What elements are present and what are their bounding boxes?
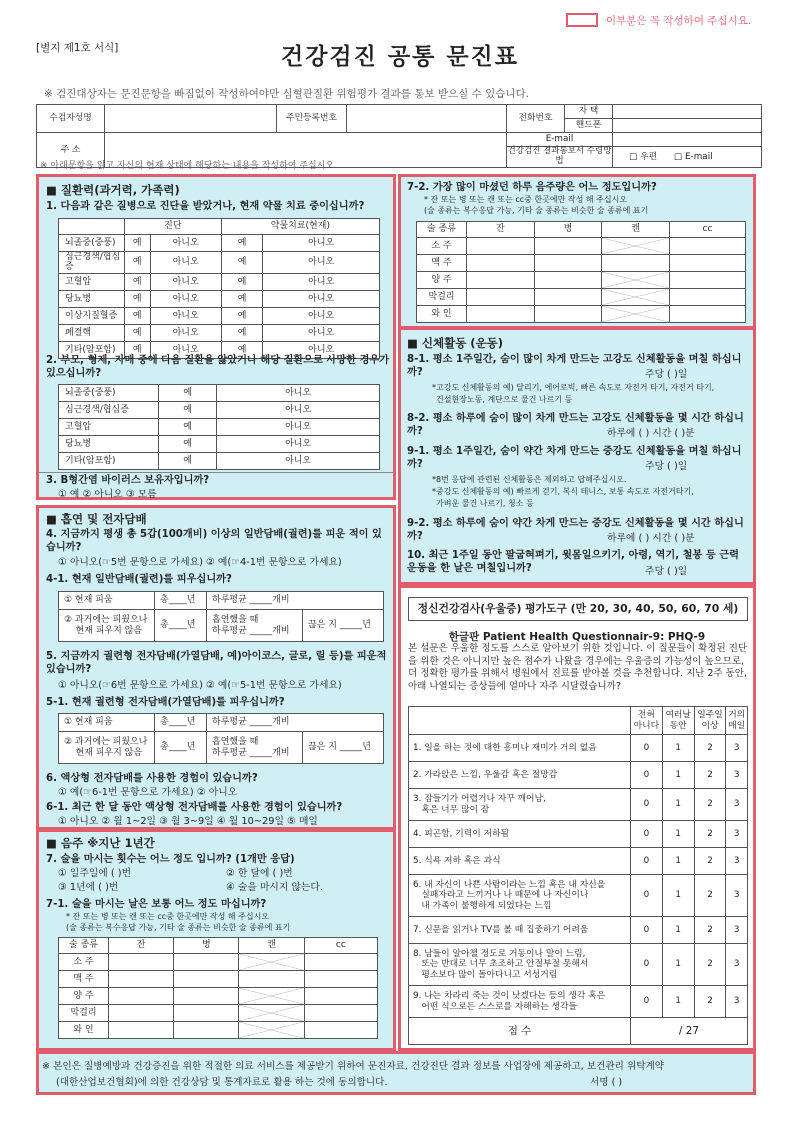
q7-option-3[interactable]: ③ 1년에 ( )번	[58, 882, 119, 893]
yes-option[interactable]: 예	[221, 235, 263, 252]
yes-option[interactable]: 예	[125, 307, 151, 324]
glass-cell[interactable]	[109, 971, 174, 988]
score-3[interactable]: 3	[726, 917, 748, 944]
col-cc: cc	[669, 222, 745, 238]
yes-option[interactable]: 예	[159, 419, 217, 436]
col-kind: 술 종류	[59, 938, 109, 954]
phq-item: 3. 잠들기가 어렵거나 자꾸 깨어남, 혹은 너무 많이 잠	[409, 789, 631, 821]
row-label: 심근경색/협심증	[59, 402, 159, 419]
bottle-cell[interactable]	[534, 289, 602, 306]
col-cc: cc	[304, 938, 377, 954]
no-option[interactable]: 아니오	[217, 436, 380, 453]
col-glass: 잔	[109, 938, 174, 954]
yes-option[interactable]: 예	[159, 402, 217, 419]
score-1[interactable]: 1	[662, 986, 694, 1018]
phq-item: 7. 신문을 읽거나 TV를 볼 때 집중하기 어려움	[409, 917, 631, 944]
yes-option[interactable]: 예	[125, 324, 151, 341]
no-option[interactable]: 아니오	[217, 453, 380, 470]
notice-marker	[566, 13, 598, 27]
current-option[interactable]: ① 현재 피움	[59, 592, 155, 610]
current-option[interactable]: ① 현재 피움	[59, 714, 155, 732]
col-glass: 잔	[467, 222, 535, 238]
question-2: 2. 부모, 형제, 자매 중에 다음 질환을 앓았거나 해당 질환으로 사망한 경우가 있으십니까?	[46, 355, 390, 380]
score-3[interactable]: 3	[726, 875, 748, 917]
question-7-1: 7-1. 술을 마시는 날은 보통 어느 정도 마십니까?	[46, 899, 267, 910]
table-row	[409, 821, 748, 848]
crossed-cell	[602, 272, 670, 289]
kind-label: 막걸리	[417, 289, 467, 306]
score-2[interactable]: 2	[694, 944, 726, 986]
home-phone-field[interactable]	[613, 105, 762, 119]
cc-cell[interactable]	[304, 971, 377, 988]
score-0[interactable]: 0	[631, 789, 663, 821]
kind-label: 막걸리	[59, 1005, 109, 1022]
row-label: 당뇨병	[59, 436, 159, 453]
phq9-table	[408, 706, 748, 1045]
score-2[interactable]: 2	[694, 762, 726, 789]
row-label: 심근경색/협심증	[59, 252, 125, 274]
drinking-heading: ■ 음주 ※지난 1년간	[46, 836, 155, 850]
yes-option[interactable]: 예	[159, 436, 217, 453]
table-row	[409, 789, 748, 821]
cc-cell[interactable]	[669, 289, 745, 306]
score-3[interactable]: 3	[726, 848, 748, 875]
table-row	[59, 290, 380, 307]
yes-option[interactable]: 예	[221, 273, 263, 290]
q7-1-note-1: * 잔 또는 병 또는 캔 또는 cc중 한곳에만 작성 해 주십시오	[66, 912, 270, 921]
q7-option-2[interactable]: ② 한 달에 ( )번	[226, 868, 293, 879]
phq-item: 9. 나는 차라리 죽는 것이 낫겠다는 등의 생각 혹은 어떤 식으로든 스스로를 자해하는 생각들	[409, 986, 631, 1018]
max-drink-table	[416, 221, 746, 323]
kind-label: 양 주	[417, 272, 467, 289]
yes-option[interactable]: 예	[125, 252, 151, 274]
table-row	[59, 273, 380, 290]
score-total-field[interactable]: / 27	[631, 1018, 748, 1045]
col-bottle: 병	[534, 222, 602, 238]
glass-cell[interactable]	[467, 272, 535, 289]
phone-label: 전화번호	[507, 105, 565, 133]
score-3[interactable]: 3	[726, 986, 748, 1018]
form-number: [별지 제1호 서식]	[36, 42, 119, 54]
table-row	[59, 954, 378, 971]
score-0[interactable]: 0	[631, 917, 663, 944]
no-option[interactable]: 아니오	[217, 402, 380, 419]
col-kind: 술 종류	[417, 222, 467, 238]
header-several-days: 여러날 동안	[662, 707, 694, 735]
no-option[interactable]: 아니오	[150, 273, 221, 290]
phq-item: 2. 가라앉은 느낌, 우울감 혹은 절망감	[409, 762, 631, 789]
question-6: 6. 액상형 전자담배를 사용한 경험이 있습니까?	[46, 773, 258, 784]
score-1[interactable]: 1	[662, 875, 694, 917]
glass-cell[interactable]	[109, 1022, 174, 1039]
result-method-label: 건강검진 결과통보서 수령방법	[507, 146, 612, 166]
bottle-cell[interactable]	[174, 1022, 239, 1039]
phq-item: 6. 내 자신이 나쁜 사람이라는 느낌 혹은 내 자신을 실패자라고 느끼거나 나 때문에 나 자신이나 내 가족이 불행하게 되었다는 느낌	[409, 875, 631, 917]
q9-2-hours-field[interactable]: 하루에 ( ) 시간 ( )분	[607, 533, 695, 544]
past-option-sub: 현재 피우지 않음	[75, 625, 143, 636]
score-0[interactable]: 0	[631, 762, 663, 789]
no-option[interactable]: 아니오	[150, 307, 221, 324]
yes-option[interactable]: 예	[221, 307, 263, 324]
years-field[interactable]: 총____년	[155, 610, 207, 642]
table-row	[59, 453, 380, 470]
no-option[interactable]: 아니오	[150, 252, 221, 274]
e-cig-table	[58, 713, 384, 764]
phq9-title-box: 정신건강검사(우울증) 평가도구 (만 20, 30, 40, 50, 60, 70 세)	[408, 597, 748, 621]
question-3: 3. B형간염 바이러스 보유자입니까?	[46, 475, 210, 486]
bottle-cell[interactable]	[534, 306, 602, 323]
cc-cell[interactable]	[669, 238, 745, 255]
score-2[interactable]: 2	[694, 735, 726, 762]
table-row	[417, 306, 746, 323]
daily-field[interactable]: 하루평균 _____개비	[207, 714, 384, 732]
question-9-1: 9-1. 평소 1주일간, 숨이 약간 차게 만드는 중강도 신체활동을 며칠 하십니까?	[407, 446, 742, 471]
question-7: 7. 술을 마시는 횟수는 어느 정도 입니까? (1개만 응답)	[46, 854, 295, 865]
row-label: 고혈압	[59, 273, 125, 290]
q7-2-note-1: * 잔 또는 병 또는 캔 또는 cc중 한곳에만 작성 해 주십시오	[424, 195, 628, 204]
score-0[interactable]: 0	[631, 986, 663, 1018]
q8-1-note-1: *고강도 신체활동의 예) 달리기, 에어로빅, 빠른 속도로 자전거 타기, 자전거 타기,	[432, 383, 715, 392]
crossed-cell	[239, 1022, 304, 1039]
bottle-cell[interactable]	[174, 954, 239, 971]
question-9-2: 9-2. 평소 하루에 숨이 약간 차게 만드는 중강도 신체활동을 몇 시간 하십니까?	[407, 518, 744, 543]
score-1[interactable]: 1	[662, 944, 694, 986]
score-2[interactable]: 2	[694, 789, 726, 821]
no-option[interactable]: 아니오	[263, 235, 380, 252]
phq-item: 1. 일을 하는 것에 대한 흥미나 재미가 거의 없음	[409, 735, 631, 762]
kind-label: 와 인	[417, 306, 467, 323]
row-label: 고혈압	[59, 419, 159, 436]
crossed-cell	[602, 306, 670, 323]
q8-1-days-field[interactable]: 주당 ( )일	[645, 369, 688, 380]
q7-2-note-2: (술 종류는 복수응답 가능, 기타 술 종류는 비슷한 술 종류에 표기	[424, 206, 649, 215]
table-row	[417, 272, 746, 289]
kind-label: 와 인	[59, 1022, 109, 1039]
q9-1-days-field[interactable]: 주당 ( )일	[645, 461, 688, 472]
question-6-options[interactable]: ① 예(☞6-1번 문항으로 가세요) ② 아니오	[58, 787, 238, 798]
consent-line-1: ※ 본인은 질병예방과 건강증진을 위한 적절한 의료 서비스를 제공받기 위하여 문진자료, 건강진단 결과 정보를 사업장에 제공하고, 보건관리 위탁계약	[42, 1061, 665, 1072]
crossed-cell	[602, 238, 670, 255]
col-medication: 약물치료(현재)	[221, 219, 379, 235]
bottle-cell[interactable]	[174, 988, 239, 1005]
cc-cell[interactable]	[304, 954, 377, 971]
table-row	[59, 1022, 378, 1039]
score-0[interactable]: 0	[631, 848, 663, 875]
table-row	[409, 875, 748, 917]
kind-label: 소 주	[59, 954, 109, 971]
score-2[interactable]: 2	[694, 821, 726, 848]
score-0[interactable]: 0	[631, 821, 663, 848]
table-row	[409, 762, 748, 789]
email-field[interactable]	[613, 133, 762, 147]
post-option[interactable]: □ 우편	[629, 151, 658, 162]
question-8-1: 8-1. 평소 1주일간, 숨이 많이 차게 만드는 고강도 신체활동을 며칠 하십니까?	[407, 354, 742, 379]
can-cell[interactable]	[602, 255, 670, 272]
no-option[interactable]: 아니오	[263, 273, 380, 290]
phq-item: 5. 식욕 저하 혹은 과식	[409, 848, 631, 875]
yes-option[interactable]: 예	[221, 290, 263, 307]
mobile-field[interactable]	[613, 119, 762, 133]
no-option[interactable]: 아니오	[150, 341, 221, 358]
question-6-1-options[interactable]: ① 아니오 ② 월 1~2일 ③ 월 3~9일 ④ 월 10~29일 ⑤ 매일	[58, 816, 318, 827]
q9-1-note-3: 가벼운 물건 나르기, 청소 등	[436, 499, 534, 508]
row-label: 기타(암포함)	[59, 341, 125, 358]
table-row	[59, 307, 380, 324]
crossed-cell	[239, 1005, 304, 1022]
question-3-options[interactable]: ① 예 ② 아니오 ③ 모름	[58, 489, 157, 500]
table-row	[59, 385, 380, 402]
question-4: 4. 지금까지 평생 총 5갑(100개비) 이상의 일반담배(궐련)를 피운 적이 있습니까?	[46, 529, 382, 554]
table-row	[59, 436, 380, 453]
kind-label: 맥 주	[59, 971, 109, 988]
family-history-table	[58, 384, 380, 470]
question-10: 10. 최근 1주일 동안 팔굽혀펴기, 윗몸일으키기, 아령, 역기, 철봉 등 근력 운동을 한 날은 며칠입니까?	[407, 550, 739, 575]
score-2[interactable]: 2	[694, 986, 726, 1018]
table-row	[59, 252, 380, 274]
disease-heading: ■ 질환력(과거력, 가족력)	[46, 183, 180, 197]
yes-option[interactable]: 예	[125, 235, 151, 252]
yes-option[interactable]: 예	[159, 385, 217, 402]
score-label: 점 수	[409, 1018, 631, 1045]
glass-cell[interactable]	[467, 238, 535, 255]
q7-option-1[interactable]: ① 일주일에 ( )번	[58, 868, 132, 879]
past-option-sub: 현재 피우지 않음	[75, 747, 143, 758]
score-1[interactable]: 1	[662, 848, 694, 875]
can-cell[interactable]	[239, 971, 304, 988]
score-3[interactable]: 3	[726, 821, 748, 848]
score-2[interactable]: 2	[694, 917, 726, 944]
name-label: 수검자성명	[37, 105, 105, 133]
glass-cell[interactable]	[467, 255, 535, 272]
row-label: 기타(암포함)	[59, 453, 159, 470]
past-option[interactable]: ② 과거에는 피웠으나	[64, 615, 148, 626]
q10-days-field[interactable]: 주당 ( )일	[645, 566, 688, 577]
address-label: 주 소	[37, 133, 105, 168]
question-5: 5. 지금까지 궐련형 전자담배(가열담배, 예)아이코스, 글로, 릴 등)를 피운적 있습니까?	[46, 651, 387, 676]
cc-cell[interactable]	[669, 306, 745, 323]
q8-1-note-2: 건설현장노동, 계단으로 물건 나르기 등	[436, 395, 573, 404]
score-2[interactable]: 2	[694, 875, 726, 917]
email-label: E-mail	[507, 133, 613, 147]
crossed-cell	[239, 988, 304, 1005]
phq-item: 4. 피곤함, 기력이 저하됨	[409, 821, 631, 848]
question-8-2: 8-2. 평소 하루에 숨이 많이 차게 만드는 고강도 신체활동을 몇 시간 하십니까?	[407, 413, 744, 438]
yes-option[interactable]: 예	[125, 273, 151, 290]
score-0[interactable]: 0	[631, 875, 663, 917]
table-row	[59, 324, 380, 341]
crossed-cell	[239, 954, 304, 971]
mobile-label: 핸드폰	[565, 119, 613, 133]
table-row	[417, 289, 746, 306]
question-5-options[interactable]: ① 아니오(☞6번 문항으로 가세요) ② 예(☞5-1번 문항으로 가세요)	[58, 680, 342, 691]
col-can: 캔	[602, 222, 670, 238]
score-1[interactable]: 1	[662, 789, 694, 821]
years-field[interactable]: 총____년	[155, 732, 207, 764]
cc-cell[interactable]	[304, 1005, 377, 1022]
bottle-cell[interactable]	[534, 238, 602, 255]
daily-field[interactable]: 하루평균 _____개비	[212, 747, 290, 758]
drink-amount-table	[58, 937, 378, 1039]
col-bottle: 병	[174, 938, 239, 954]
email-option[interactable]: □ E-mail	[673, 151, 713, 162]
years-field[interactable]: 총____년	[155, 592, 207, 610]
page-title: 건강검진 공통 문진표	[281, 44, 519, 70]
row-label: 뇌졸중(중풍)	[59, 235, 125, 252]
q1-q2-divider	[39, 472, 393, 473]
glass-cell[interactable]	[467, 306, 535, 323]
no-option[interactable]: 아니오	[150, 235, 221, 252]
instruction-text: ※ 아래문항을 읽고 자신의 현재 상태에 해당하는 내용을 작성하여 주십시오.	[40, 161, 337, 171]
no-option[interactable]: 아니오	[217, 419, 380, 436]
q9-1-note-2: *중강도 신체활동의 예) 빠르게 걷기, 복식 테니스, 보통 속도로 자전거타기,	[432, 487, 694, 496]
score-1[interactable]: 1	[662, 917, 694, 944]
no-option[interactable]: 아니오	[263, 341, 380, 358]
no-option[interactable]: 아니오	[217, 385, 380, 402]
q7-1-note-2: (술 종류는 복수응답 가능, 기타 술 종류는 비슷한 술 종류에 표기	[66, 923, 291, 932]
signature-field[interactable]: 서명 ( )	[590, 1077, 623, 1088]
question-6-1: 6-1. 최근 한 달 동안 액상형 전자담배를 사용한 경험이 있습니까?	[46, 802, 343, 813]
past-option[interactable]: ② 과거에는 피웠으나	[64, 737, 148, 748]
notice-text: 이부분은 꼭 작성하여 주십시요.	[606, 15, 752, 27]
row-label: 이상지질혈증	[59, 307, 125, 324]
question-7-2: 7-2. 가장 많이 마셨던 하루 음주량은 어느 정도입니까?	[407, 182, 657, 193]
cc-cell[interactable]	[304, 1022, 377, 1039]
table-row	[59, 235, 380, 252]
smoking-heading: ■ 흡연 및 전자담배	[46, 512, 147, 526]
no-option[interactable]: 아니오	[150, 290, 221, 307]
no-option[interactable]: 아니오	[263, 307, 380, 324]
when-smoked-label: 흡연했을 때	[212, 737, 259, 748]
question-4-1: 4-1. 현재 일반담배(궐련)를 피우십니까?	[46, 574, 232, 585]
question-1: 1. 다음과 같은 질병으로 진단을 받았거나, 현재 약물 치료 중이십니까?	[46, 201, 365, 212]
years-field[interactable]: 총____년	[155, 714, 207, 732]
yes-option[interactable]: 예	[125, 341, 151, 358]
name-field[interactable]	[105, 105, 277, 133]
smoking-table	[58, 591, 384, 642]
header-not-at-all: 전혀 아니다	[631, 707, 663, 735]
table-row	[59, 402, 380, 419]
no-option[interactable]: 아니오	[263, 324, 380, 341]
phq9-subtitle: 한글판 Patient Health Questionnair-9: PHQ-9	[448, 631, 706, 643]
phq9-description: 본 설문은 우울한 정도를 스스로 알아보기 위한 것입니다. 이 질문들이 확정된 진단을 위한 것은 아니지만 높은 점수가 나왔을 경우에는 우울증의 가능성이 높으므로, 더 정확한 평가를 위해서 병원에서 진료를 받아볼 것을 추천합니다. 지난 2주 동안, 아래 나열되는 증상들에 얼마나 자주 시달렸습니까?	[408, 643, 748, 692]
q8-2-hours-field[interactable]: 하루에 ( ) 시간 ( )분	[607, 428, 695, 439]
no-option[interactable]: 아니오	[263, 290, 380, 307]
glass-cell[interactable]	[109, 954, 174, 971]
table-row	[409, 917, 748, 944]
q9-1-note-1: *8번 응답에 관련된 신체활동은 제외하고 답해주십시오.	[432, 475, 627, 484]
kind-label: 양 주	[59, 988, 109, 1005]
row-label: 폐결핵	[59, 324, 125, 341]
bottle-cell[interactable]	[174, 971, 239, 988]
no-option[interactable]: 아니오	[263, 252, 380, 274]
table-row	[409, 848, 748, 875]
table-row	[417, 255, 746, 272]
table-row	[409, 944, 748, 986]
home-label: 자 택	[565, 105, 613, 119]
score-1[interactable]: 1	[662, 821, 694, 848]
yes-option[interactable]: 예	[221, 324, 263, 341]
score-0[interactable]: 0	[631, 735, 663, 762]
yes-option[interactable]: 예	[125, 290, 151, 307]
col-diagnosis: 진단	[125, 219, 222, 235]
activity-heading: ■ 신체활동 (운동)	[407, 336, 504, 350]
score-3[interactable]: 3	[726, 762, 748, 789]
table-row	[409, 735, 748, 762]
disease-table	[58, 218, 380, 359]
consent-line-2: (대한산업보건협회)에 의한 건강상담 및 통계자료로 활용 하는 것에 동의합니다.	[56, 1077, 388, 1088]
row-label: 당뇨병	[59, 290, 125, 307]
score-2[interactable]: 2	[694, 848, 726, 875]
kind-label: 소 주	[417, 238, 467, 255]
glass-cell[interactable]	[109, 1005, 174, 1022]
yes-option[interactable]: 예	[159, 453, 217, 470]
quit-field[interactable]: 끊은 지 _____년	[303, 732, 384, 764]
intro-text: ※ 검진대상자는 문진문항을 빠짐없이 작성하여야만 심혈관질환 위험평가 결과를 통보 받으실 수 있습니다.	[44, 88, 529, 100]
score-3[interactable]: 3	[726, 944, 748, 986]
glass-cell[interactable]	[109, 988, 174, 1005]
phq-item: 8. 남들이 알아챌 정도로 거동이나 말이 느림, 또는 반대로 너무 초조하고 안절부절 못해서 평소보다 많이 돌아다니고 서성거림	[409, 944, 631, 986]
when-smoked-label: 흡연했을 때	[212, 615, 259, 626]
cc-cell[interactable]	[669, 272, 745, 289]
table-row	[59, 419, 380, 436]
daily-field[interactable]: 하루평균 _____개비	[207, 592, 384, 610]
score-3[interactable]: 3	[726, 789, 748, 821]
q7-option-4[interactable]: ④ 술을 마시지 않는다.	[226, 882, 323, 893]
question-4-options[interactable]: ① 아니오(☞5번 문항으로 가세요) ② 예(☞4-1번 문항으로 가세요)	[58, 557, 342, 568]
daily-field[interactable]: 하루평균 _____개비	[212, 625, 290, 636]
question-5-1: 5-1. 현재 궐련형 전자담배(가열담배)를 피우십니까?	[46, 697, 285, 708]
kind-label: 맥 주	[417, 255, 467, 272]
no-option[interactable]: 아니오	[150, 324, 221, 341]
table-row	[417, 238, 746, 255]
quit-field[interactable]: 끊은 지 _____년	[303, 610, 384, 642]
bottle-cell[interactable]	[534, 255, 602, 272]
row-label: 뇌졸중(중풍)	[59, 385, 159, 402]
score-0[interactable]: 0	[631, 944, 663, 986]
bottle-cell[interactable]	[534, 272, 602, 289]
bottle-cell[interactable]	[174, 1005, 239, 1022]
score-3[interactable]: 3	[726, 735, 748, 762]
crossed-cell	[602, 289, 670, 306]
yes-option[interactable]: 예	[221, 341, 263, 358]
glass-cell[interactable]	[467, 289, 535, 306]
table-row	[59, 971, 378, 988]
table-row	[59, 988, 378, 1005]
header-nearly-every-day: 거의 매일	[726, 707, 748, 735]
rrn-field[interactable]	[347, 105, 507, 133]
rrn-label: 주민등록번호	[277, 105, 347, 133]
cc-cell[interactable]	[669, 255, 745, 272]
table-row	[409, 986, 748, 1018]
result-method-options[interactable]	[613, 147, 762, 168]
table-row	[59, 1005, 378, 1022]
score-1[interactable]: 1	[662, 762, 694, 789]
header-more-than-week: 일주일 이상	[694, 707, 726, 735]
yes-option[interactable]: 예	[221, 252, 263, 274]
col-can: 캔	[239, 938, 304, 954]
score-1[interactable]: 1	[662, 735, 694, 762]
cc-cell[interactable]	[304, 988, 377, 1005]
